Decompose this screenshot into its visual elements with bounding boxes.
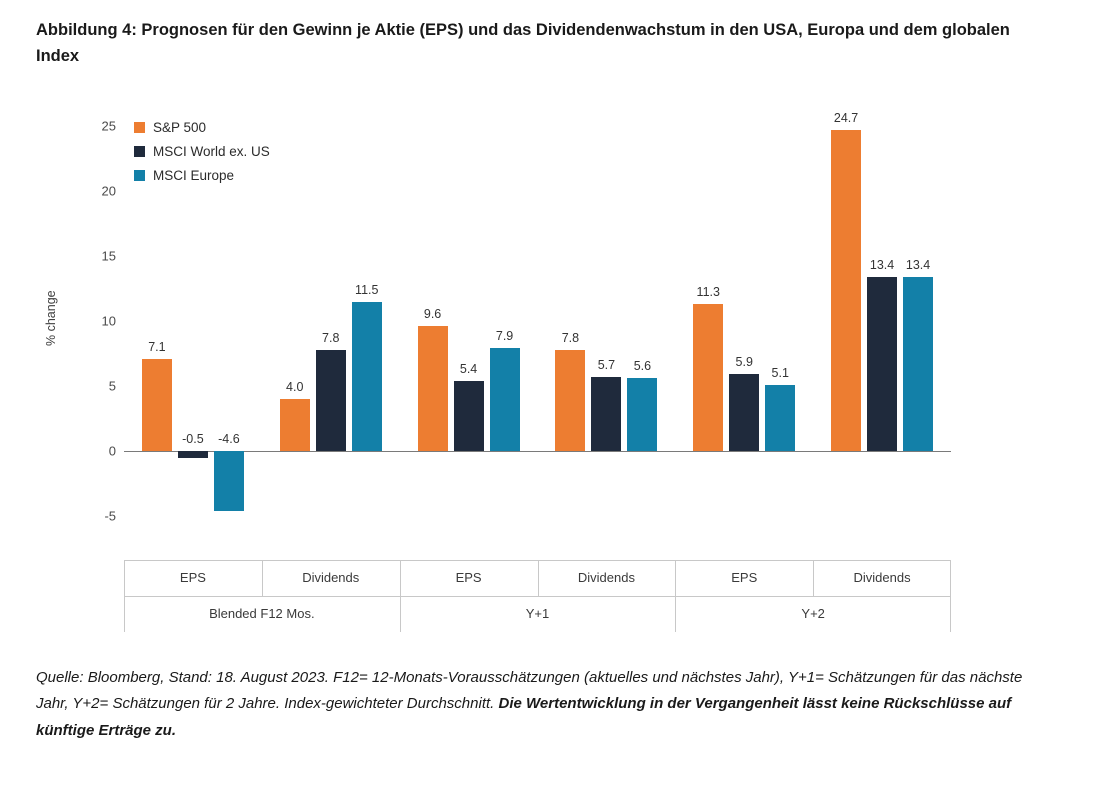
axis-tick-mark: [124, 560, 125, 596]
y-axis-tick: 0: [108, 443, 116, 459]
source-note-bold: Die Wertentwicklung in der Vergangenheit lässt keine Rückschlüsse auf künftige Erträge zu.: [36, 695, 1012, 739]
axis-tick-mark: [262, 560, 263, 596]
axis-tick-mark: [950, 560, 951, 596]
category-tick-label: Dividends: [853, 570, 911, 585]
chart-bar: [903, 277, 933, 451]
figure-title: Abbildung 4: Prognosen für den Gewinn je Aktie (EPS) und das Dividendenwachstum in den USA, Europa und dem globalen Index: [36, 21, 1010, 65]
bar-value-label: 7.8: [561, 330, 580, 345]
category-tick-label: EPS: [179, 570, 206, 585]
legend-item: [134, 120, 270, 135]
bar-value-label: 5.1: [771, 365, 789, 380]
bar-value-label: 11.5: [355, 282, 379, 297]
group-axis-tick-mark: [675, 596, 676, 632]
legend-item: [134, 144, 270, 159]
bar-value-label: 24.7: [833, 110, 859, 125]
legend-label: MSCI World ex. US: [153, 144, 270, 159]
y-axis-tick: 20: [101, 183, 116, 199]
bar-value-label: 5.6: [633, 359, 652, 374]
chart-bar: [454, 381, 484, 451]
y-axis-tick: 15: [101, 248, 116, 264]
chart-bar: [490, 348, 520, 451]
chart-bar: [729, 374, 759, 451]
y-axis-label: % change: [44, 290, 58, 346]
chart-bar: [765, 385, 795, 451]
source-note-plain: Quelle: Bloomberg, Stand: 18. August 2023. F12= 12-Monats-Vorausschätzungen (aktuelles und nächstes Jahr), Y+1= Schätzungen für das nächste Jahr, Y+2= Schätzungen für 2 Jahre. Index-gewichteter Durchschnitt.: [36, 669, 1023, 713]
legend-swatch-icon: [134, 122, 145, 133]
category-axis: [124, 560, 951, 638]
bar-value-label: 9.6: [423, 307, 442, 322]
bar-value-label: 4.0: [286, 380, 304, 394]
axis-tick-mark: [538, 560, 539, 596]
bar-value-label: -4.6: [218, 432, 240, 446]
bar-value-label: 5.4: [459, 361, 478, 376]
bar-value-label: 7.1: [148, 339, 166, 354]
group-axis-line: [124, 596, 951, 597]
legend-item: [134, 168, 270, 183]
bar-value-label: 7.9: [495, 329, 514, 344]
axis-tick-mark: [400, 560, 401, 596]
y-axis-ticks: [64, 118, 116, 524]
bar-value-label: 11.3: [696, 285, 720, 300]
zero-axis-line: [124, 451, 951, 452]
chart-bar: [178, 451, 208, 458]
legend-swatch-icon: [134, 170, 145, 181]
chart-bar: [591, 377, 621, 451]
category-tick-label: Dividends: [302, 570, 360, 585]
group-axis-label: Y+2: [801, 606, 825, 621]
chart-bar: [867, 277, 897, 451]
group-axis-tick-mark: [950, 596, 951, 632]
bar-value-label: 13.4: [905, 257, 931, 272]
chart-container: [36, 108, 1046, 648]
axis-tick-mark: [675, 560, 676, 596]
bar-value-label: 7.8: [322, 330, 340, 345]
group-axis-tick-mark: [124, 596, 125, 632]
legend-swatch-icon: [134, 146, 145, 157]
y-axis-tick: 5: [108, 378, 116, 394]
category-tick-label: EPS: [455, 570, 482, 585]
chart-bar: [693, 304, 723, 451]
chart-bar: [418, 326, 448, 451]
group-axis-tick-mark: [400, 596, 401, 632]
category-tick-label: EPS: [731, 570, 758, 585]
category-tick-label: Dividends: [577, 570, 635, 585]
y-axis-tick: 25: [101, 118, 116, 134]
chart-legend: [134, 120, 270, 192]
bar-value-label: 5.7: [597, 357, 616, 372]
bar-value-label: -0.5: [182, 432, 204, 446]
chart-bar: [316, 350, 346, 451]
chart-bar: [280, 399, 310, 451]
bar-value-label: 13.4: [869, 257, 895, 272]
y-axis-tick: 10: [101, 313, 116, 329]
bar-value-label: 5.9: [735, 355, 753, 370]
chart-bar: [627, 378, 657, 451]
y-axis-tick: -5: [104, 508, 116, 524]
group-axis-label: Blended F12 Mos.: [209, 606, 315, 621]
chart-bar: [352, 302, 382, 452]
legend-label: MSCI Europe: [153, 168, 235, 183]
source-note: [36, 665, 1046, 744]
axis-tick-mark: [813, 560, 814, 596]
group-axis-label: Y+1: [525, 606, 550, 621]
chart-bar: [831, 130, 861, 451]
legend-label: S&P 500: [153, 120, 207, 135]
chart-bar: [214, 451, 244, 511]
